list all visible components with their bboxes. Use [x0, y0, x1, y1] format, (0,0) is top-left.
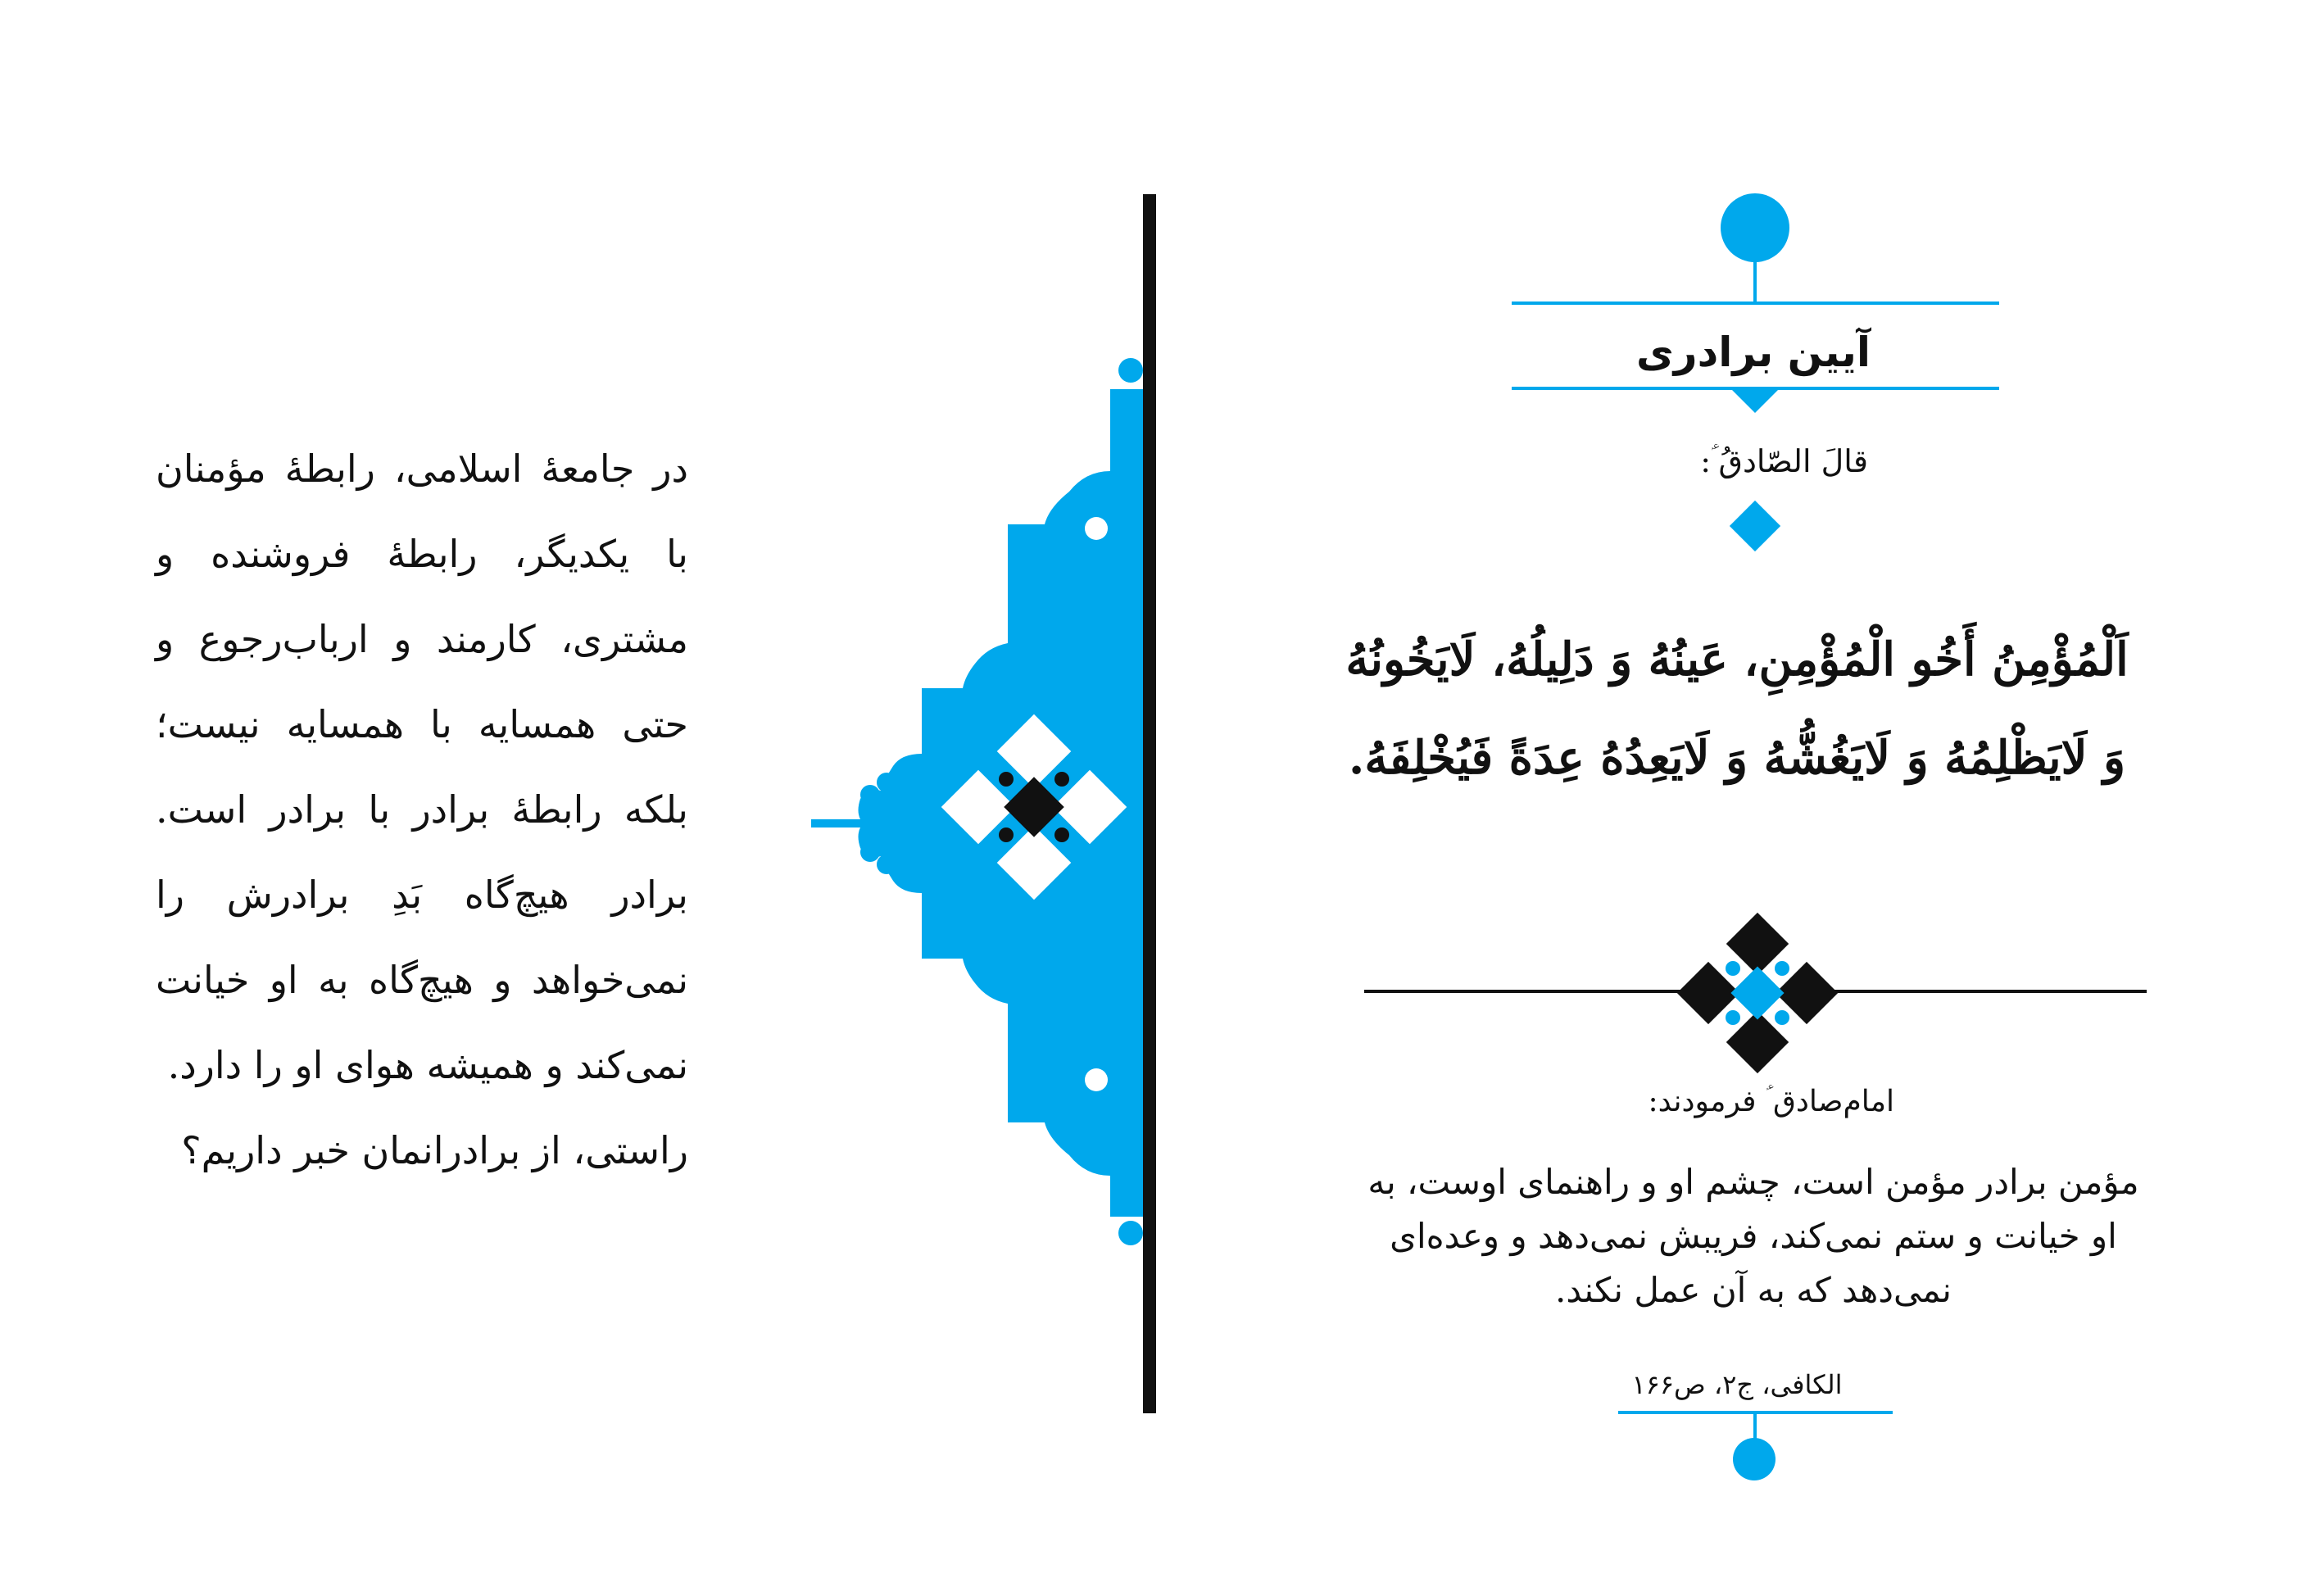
commentary-text [156, 426, 688, 1193]
page-title: آیین برادری [1635, 329, 1871, 376]
spine-divider [1143, 194, 1156, 1413]
commentary-paragraph-1: در جامعهٔ اسلامی، رابطهٔ مؤمنان با یکدیگر، رابطهٔ فروشنده و مشتری، کارمند و ارباب‌رجوع و حتی همسایه با همسایه نیست؛ بلکه رابطهٔ برادر با برادر است. برادر هیچ‌گاه بَدِ برادرش را نمی‌خواهد و هیچ‌گاه به او خیانت نمی‌کند و همیشه هوای او را دارد. [156, 447, 688, 1087]
top-circle-icon [1721, 193, 1789, 262]
translation-label: امام‌صادق ؑ فرمودند: [1648, 1085, 1894, 1118]
top-connector [1753, 258, 1757, 303]
title-top-rule [1512, 302, 1999, 305]
source-citation: الکافی، ج۲، ص۱۶۶ [1631, 1369, 1843, 1400]
blue-diamond-icon [1729, 500, 1781, 552]
commentary-paragraph-2: راستی، از برادرانمان خبر داریم؟ [181, 1128, 688, 1172]
bottom-circle-icon [1733, 1438, 1776, 1480]
hadith-arabic: اَلْمُؤْمِنُ أَخُو الْمُؤْمِنِ، عَينُهُ وَ دَلِيلُهُ، لَايَخُونُهُ وَ لَايَظْلِمُهُ وَ لَايَغُشُّهُ وَ لَايَعِدُهُ عِدَةً فَيُخْلِفَهُ. [1345, 633, 2129, 785]
title-pointer-icon [1730, 388, 1780, 415]
translation-text: مؤمن برادر مؤمن است، چشم او و راهنمای اوست، به او خیانت و ستم نمی‌کند، فریبش نمی‌دهد و وعده‌ای نمی‌دهد که به آن عمل نکند. [1367, 1162, 2139, 1310]
arch-ornament-icon [799, 352, 1159, 1262]
diamond-cluster-icon [1676, 911, 1839, 1075]
separator-rule-left [1364, 990, 1692, 993]
narrator-label: قالَ الصّادقُ ؑ: [1700, 443, 1868, 479]
separator-rule-right [1823, 990, 2147, 993]
